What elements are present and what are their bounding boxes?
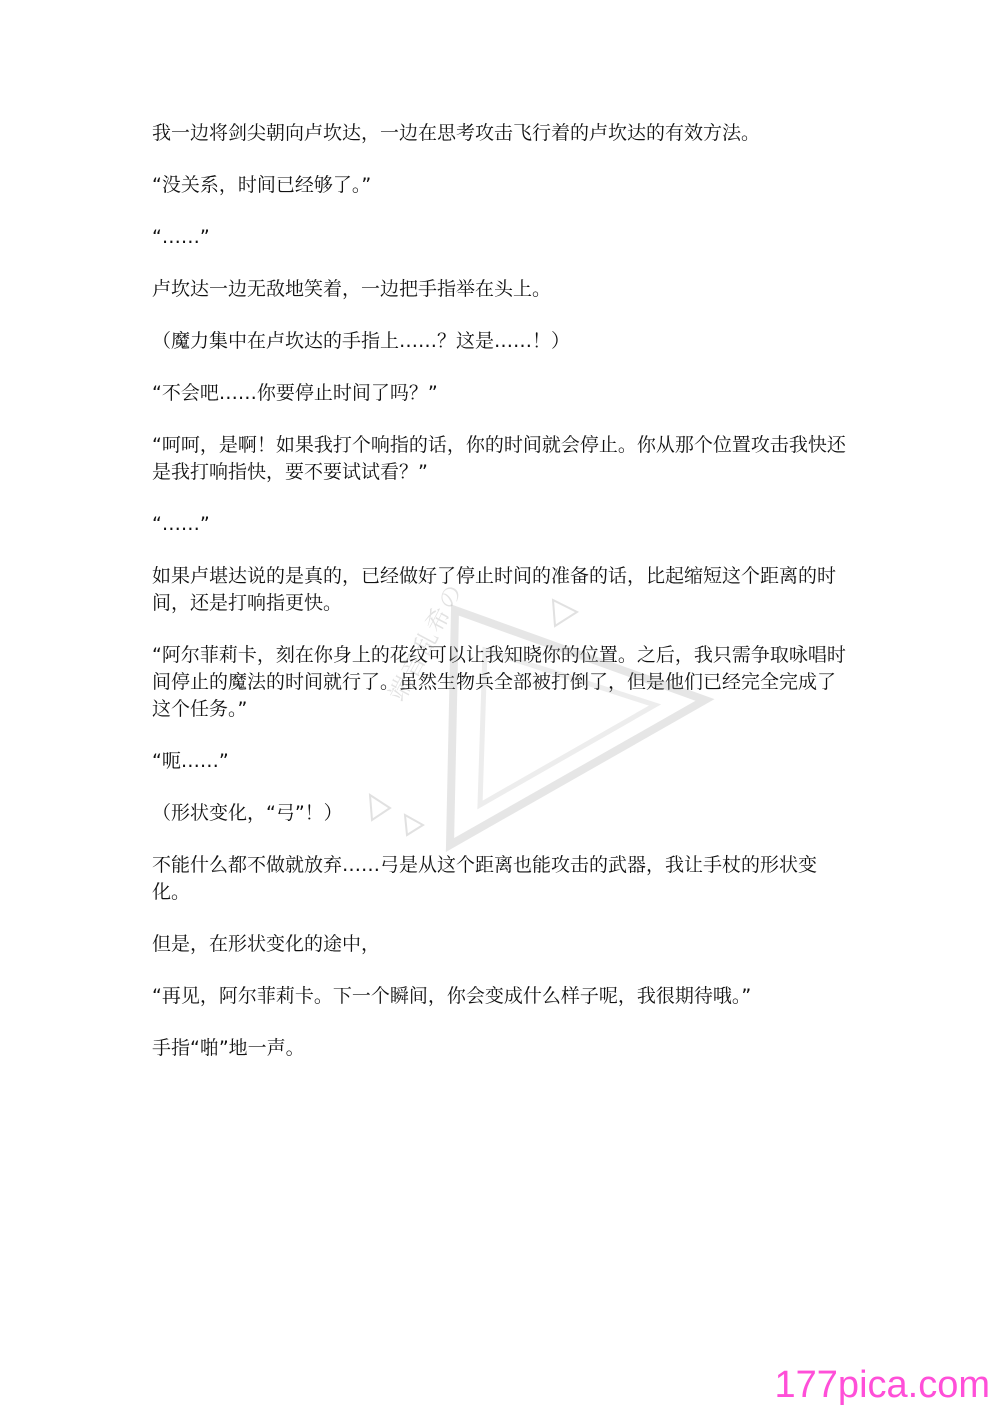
novel-text: [152, 120, 852, 1087]
paragraph: 我一边将剑尖朝向卢坎达，一边在思考攻击飞行着的卢坎达的有效方法。: [152, 122, 761, 144]
watermark-text: 端音乱希の: [383, 578, 470, 706]
paragraph: “没关系，时间已经够了。”: [152, 174, 372, 196]
paragraph: （魔力集中在卢坎达的手指上……？这是……！）: [152, 330, 571, 352]
paragraph: “呃……”: [152, 750, 229, 772]
site-watermark: 177pica.com: [774, 1364, 990, 1406]
paragraph: 如果卢堪达说的是真的，已经做好了停止时间的准备的话，比起缩短这个距离的时间，还是打响指更快。: [152, 565, 837, 614]
paragraph: 但是，在形状变化的途中，: [152, 933, 381, 955]
paragraph: “不会吧……你要停止时间了吗？”: [152, 382, 438, 404]
paragraph: 卢坎达一边无敌地笑着，一边把手指举在头上。: [152, 278, 552, 300]
paragraph: “再见，阿尔菲莉卡。下一个瞬间，你会变成什么样子呢，我很期待哦。”: [152, 985, 752, 1007]
paragraph: （形状变化，“弓”！）: [152, 802, 343, 824]
paragraph: “……”: [152, 513, 210, 535]
paragraph: “……”: [152, 226, 210, 248]
paragraph: “呵呵，是啊！如果我打个响指的话，你的时间就会停止。你从那个位置攻击我快还是我打响指快，要不要试试看？”: [152, 434, 846, 483]
paragraph: 手指“啪”地一声。: [152, 1037, 305, 1059]
paragraph: “阿尔菲莉卡，刻在你身上的花纹可以让我知晓你的位置。之后，我只需争取咏唱时间停止的魔法的时间就行了。虽然生物兵全部被打倒了，但是他们已经完全完成了这个任务。”: [152, 644, 846, 720]
paragraph: 不能什么都不做就放弃……弓是从这个距离也能攻击的武器，我让手杖的形状变化。: [152, 854, 818, 903]
